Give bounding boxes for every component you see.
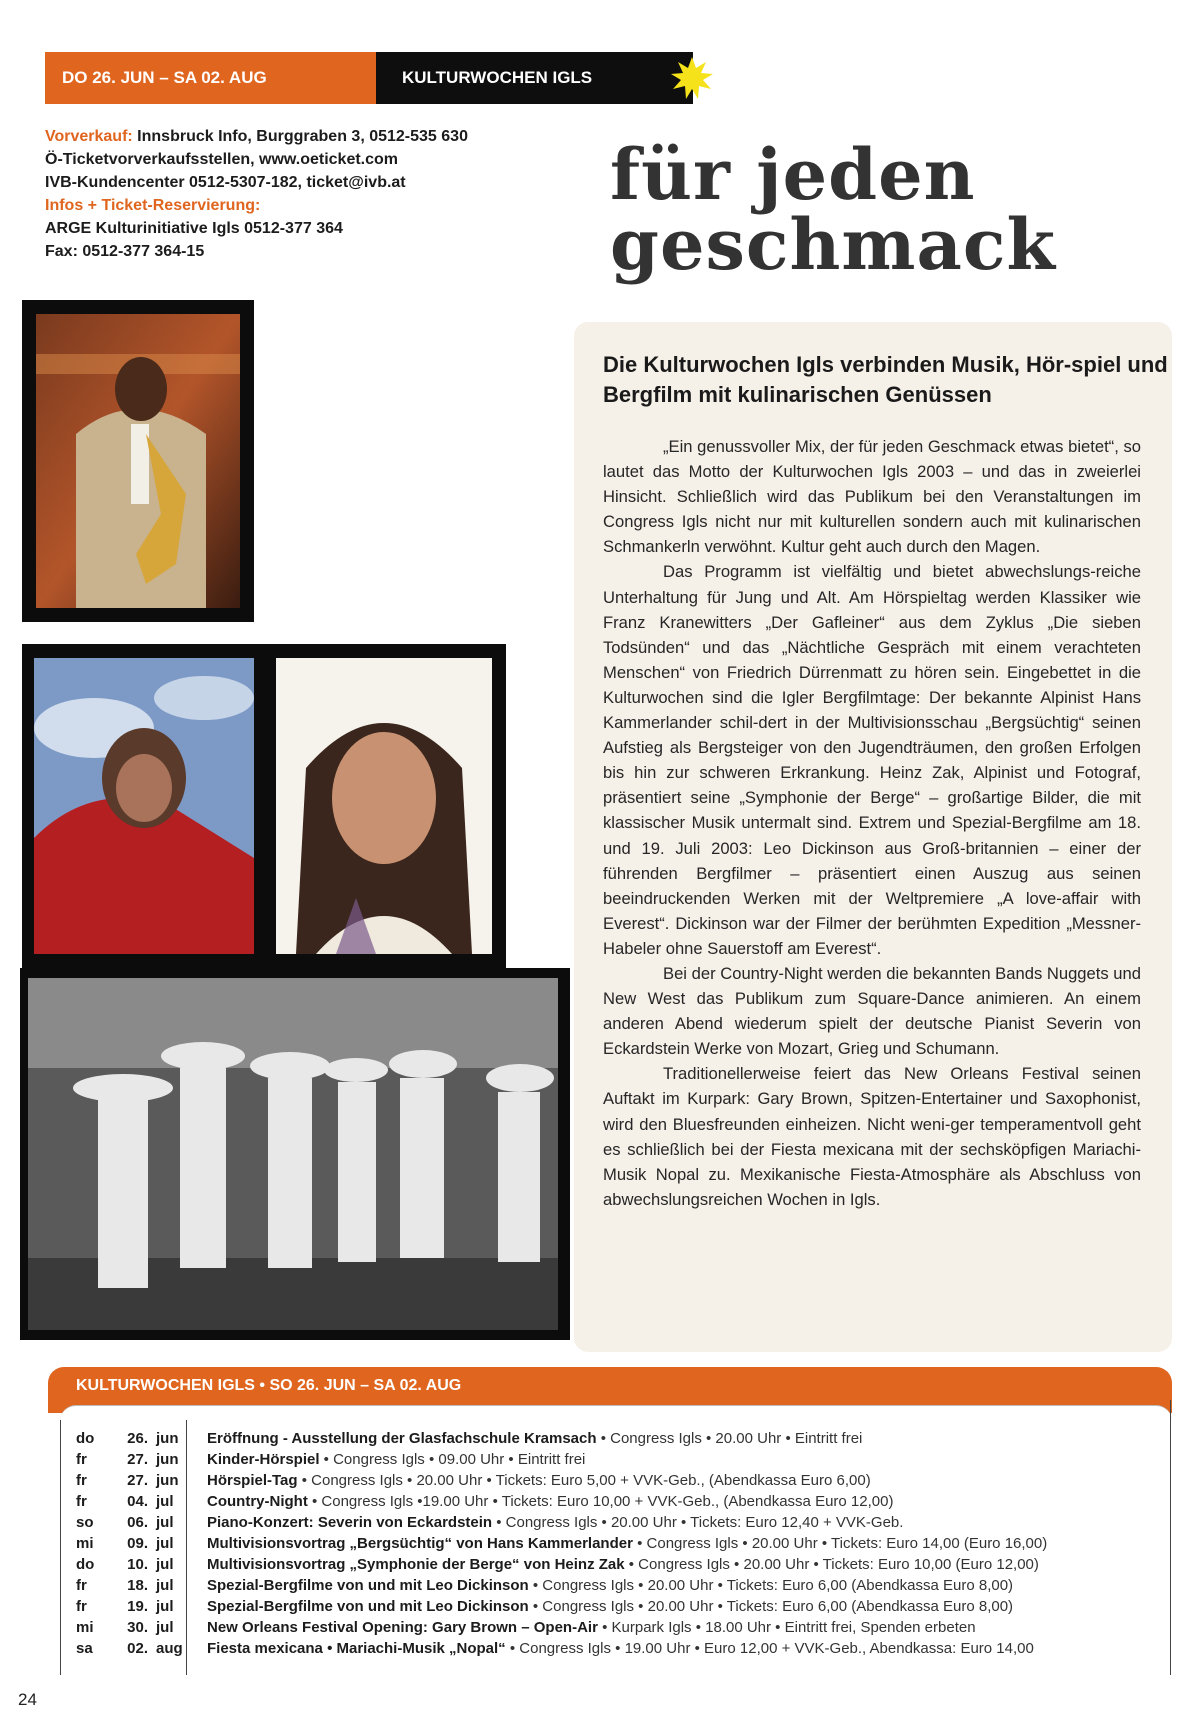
schedule-month: aug <box>156 1640 183 1657</box>
photo-saxophonist <box>22 300 254 622</box>
presale-line3: IVB-Kundencenter 0512-5307-182, ticket@ivb.at <box>45 174 406 191</box>
schedule-day: fr <box>76 1451 87 1468</box>
article-paragraph: „Ein genussvoller Mix, der für jeden Geschmack etwas bietet“, so lautet das Motto der Kulturwochen Igls 2003 – und das in zweierlei Hinsicht. Schließlich wird das Publikum bei den Veranstaltungen im Congress Igls nicht nur mit kulturellen sondern auch mit kulinarischen Schmankerln verwöhnt. Kultur geht auch durch den Magen. <box>603 437 1141 557</box>
presale-line1: Innsbruck Info, Burggraben 3, 0512-535 630 <box>132 128 468 145</box>
presale-label: Vorverkauf: <box>45 128 133 145</box>
schedule-event-title: New Orleans Festival Opening: Gary Brown – Open-Air <box>207 1619 598 1636</box>
schedule-date: 18. <box>127 1577 148 1594</box>
schedule-event-title: Fiesta mexicana • Mariachi-Musik „Nopal“ <box>207 1640 506 1657</box>
schedule-row <box>76 1491 1171 1512</box>
schedule-date: 04. <box>127 1493 148 1510</box>
schedule-event-title: Multivisionsvortrag „Symphonie der Berge“ von Heinz Zak <box>207 1556 625 1573</box>
schedule-month: jul <box>156 1514 174 1531</box>
schedule-month: jul <box>156 1493 174 1510</box>
schedule-event <box>207 1470 1167 1491</box>
schedule-day: fr <box>76 1577 87 1594</box>
schedule-event-title: Multivisionsvortrag „Bergsüchtig“ von Hans Kammerlander <box>207 1535 633 1552</box>
schedule-month: jul <box>156 1535 174 1552</box>
article-body <box>603 434 1141 1212</box>
schedule-event <box>207 1575 1167 1596</box>
schedule-row <box>76 1638 1171 1659</box>
schedule-day: so <box>76 1514 94 1531</box>
schedule-date: 02. <box>127 1640 148 1657</box>
photo-mariachi-band <box>20 968 570 1340</box>
schedule-day: do <box>76 1430 95 1447</box>
schedule-row <box>76 1428 1171 1449</box>
article-paragraph: Bei der Country-Night werden die bekannten Bands Nuggets und New West das Publikum zum Square-Dance animieren. An einem anderen Abend wiederum spielt der deutsche Pianist Severin von Eckardstein Werke von Mozart, Grieg und Schumann. <box>603 963 1141 1059</box>
schedule-event-title: Country-Night <box>207 1493 308 1510</box>
schedule-event-title: Kinder-Hörspiel <box>207 1451 320 1468</box>
schedule-divider <box>60 1420 61 1675</box>
schedule-day: mi <box>76 1619 94 1636</box>
schedule-row <box>76 1596 1171 1617</box>
schedule-date: 19. <box>127 1598 148 1615</box>
schedule-day: do <box>76 1556 95 1573</box>
banner-dates: DO 26. JUN – SA 02. AUG <box>45 52 376 104</box>
schedule-event <box>207 1638 1167 1659</box>
schedule-event-details: • Congress Igls • 20.00 Uhr • Tickets: Euro 10,00 (Euro 12,00) <box>624 1556 1039 1573</box>
schedule-event <box>207 1512 1167 1533</box>
schedule-row <box>76 1554 1171 1575</box>
schedule-event-details: • Congress Igls • 20.00 Uhr • Tickets: Euro 6,00 (Abendkassa Euro 8,00) <box>528 1577 1014 1594</box>
schedule-event <box>207 1533 1167 1554</box>
schedule-event <box>207 1554 1167 1575</box>
schedule-row <box>76 1533 1171 1554</box>
schedule-event <box>207 1428 1167 1449</box>
schedule-event <box>207 1449 1167 1470</box>
schedule-event <box>207 1491 1167 1512</box>
schedule-month: jun <box>156 1472 179 1489</box>
schedule-day: fr <box>76 1493 87 1510</box>
schedule-header: KULTURWOCHEN IGLS • SO 26. JUN – SA 02. AUG <box>48 1367 1172 1413</box>
schedule-list <box>76 1428 1171 1659</box>
schedule-event-details: • Congress Igls • 20.00 Uhr • Tickets: Euro 12,40 + VVK-Geb. <box>492 1514 904 1531</box>
info-line2: Fax: 0512-377 364-15 <box>45 243 205 260</box>
article-paragraph: Das Programm ist vielfältig und bietet abwechslungs-reiche Unterhaltung für Jung und Alt. Am Hörspieltag werden Klassiker wie Franz Kranewitters „Der Gafleiner“ aus dem Zyklus „Die sieben Todsünden“ und das „Nächtliche Gespräch mit einem verachteten Menschen“ von Friedrich Dürrenmatt zu hören sein. Eingebettet in die Kulturwochen sind die Igler Bergfilmtage: Der bekannte Alpinist Hans Kammerlander schil-dert in der Multivisionsschau „Bergsüchtig“ seinen Aufstieg als Bergsteiger von den Jugendträumen, den großen Erfolgen bis hin zur schweren Erkrankung. Heinz Zak, Alpinist und Fotograf, präsentiert seine „Symphonie der Berge“ – großartige Bilder, die mit klassischer Musik untermalt sind. Extrem und Spezial-Bergfilme am 18. und 19. Juli 2003: Leo Dickinson aus Groß-britannien – einer der führenden Bergfilmer – präsentiert einen Auszug aus seinen beeindruckenden Werken mit der Weltpremiere „A love-affair with Everest“. Dickinson war der Filmer der berühmten Expedition „Messner-Habeler ohne Sauerstoff am Everest“. <box>603 562 1141 958</box>
schedule-day: fr <box>76 1598 87 1615</box>
schedule-row <box>76 1470 1171 1491</box>
contact-info <box>45 125 605 263</box>
top-banner <box>45 52 693 104</box>
schedule-month: jun <box>156 1430 179 1447</box>
schedule-row <box>76 1512 1171 1533</box>
article-paragraph: Traditionellerweise feiert das New Orleans Festival seinen Auftakt im Kurpark: Gary Brown, Spitzen-Entertainer und Saxophonist, wird den Bluesfreunden einheizen. Nicht weni-ger temperamentvoll geht es schließlich bei der Fiesta mexicana mit der sechsköpfigen Mariachi-Musik Nopal zu. Mexikanische Fiesta-Atmosphäre als Abschluss von abwechslungsreichen Wochen in Igls. <box>603 1064 1141 1209</box>
schedule-row <box>76 1617 1171 1638</box>
photo-portrait <box>266 644 506 968</box>
sun-icon <box>670 56 714 100</box>
info-label: Infos + Ticket-Reservierung: <box>45 197 261 214</box>
article-title: Die Kulturwochen Igls verbinden Musik, Hör-spiel und Bergfilm mit kulinarischen Genüssen <box>603 352 1168 407</box>
schedule-date: 10. <box>127 1556 148 1573</box>
schedule-date: 27. <box>127 1451 148 1468</box>
schedule-month: jul <box>156 1577 174 1594</box>
schedule-date: 06. <box>127 1514 148 1531</box>
schedule-month: jun <box>156 1451 179 1468</box>
schedule-day: mi <box>76 1535 94 1552</box>
schedule-month: jul <box>156 1598 174 1615</box>
schedule-event-title: Spezial-Bergfilme von und mit Leo Dickinson <box>207 1577 529 1594</box>
headline-line2: geschmack <box>610 203 1056 286</box>
schedule-event-title: Hörspiel-Tag <box>207 1472 298 1489</box>
schedule-event-details: • Congress Igls • 20.00 Uhr • Eintritt frei <box>596 1430 863 1447</box>
page-number: 24 <box>18 1690 37 1709</box>
presale-line2: Ö-Ticketvorverkaufsstellen, www.oeticket.com <box>45 151 399 168</box>
schedule-event <box>207 1617 1167 1638</box>
photo-climber <box>22 644 266 968</box>
schedule-date: 09. <box>127 1535 148 1552</box>
schedule-date: 30. <box>127 1619 148 1636</box>
schedule-event-details: • Congress Igls • 20.00 Uhr • Tickets: Euro 5,00 + VVK-Geb., (Abendkassa Euro 6,00) <box>297 1472 871 1489</box>
schedule-date: 26. <box>127 1430 148 1447</box>
schedule-date: 27. <box>127 1472 148 1489</box>
schedule-event-details: • Kurpark Igls • 18.00 Uhr • Eintritt frei, Spenden erbeten <box>597 1619 976 1636</box>
schedule-event-details: • Congress Igls • 20.00 Uhr • Tickets: Euro 14,00 (Euro 16,00) <box>632 1535 1048 1552</box>
page-headline <box>610 133 1170 286</box>
schedule-event-title: Eröffnung - Ausstellung der Glasfachschule Kramsach <box>207 1430 597 1447</box>
schedule-day: sa <box>76 1640 93 1657</box>
info-line1: ARGE Kulturinitiative Igls 0512-377 364 <box>45 220 343 237</box>
schedule-event-details: • Congress Igls •19.00 Uhr • Tickets: Euro 10,00 + VVK-Geb., (Abendkassa Euro 12,00) <box>307 1493 894 1510</box>
schedule-month: jul <box>156 1619 174 1636</box>
schedule-event-title: Spezial-Bergfilme von und mit Leo Dickinson <box>207 1598 529 1615</box>
schedule-event <box>207 1596 1167 1617</box>
banner-title: KULTURWOCHEN IGLS <box>376 52 693 104</box>
schedule-event-title: Piano-Konzert: Severin von Eckardstein <box>207 1514 493 1531</box>
schedule-event-details: • Congress Igls • 19.00 Uhr • Euro 12,00 + VVK-Geb., Abendkassa: Euro 14,00 <box>505 1640 1034 1657</box>
schedule-row <box>76 1575 1171 1596</box>
schedule-row <box>76 1449 1171 1470</box>
schedule-event-details: • Congress Igls • 09.00 Uhr • Eintritt frei <box>319 1451 586 1468</box>
schedule-event-details: • Congress Igls • 20.00 Uhr • Tickets: Euro 6,00 (Abendkassa Euro 8,00) <box>528 1598 1014 1615</box>
schedule-month: jul <box>156 1556 174 1573</box>
schedule-day: fr <box>76 1472 87 1489</box>
headline-line1: für jeden <box>610 133 976 216</box>
